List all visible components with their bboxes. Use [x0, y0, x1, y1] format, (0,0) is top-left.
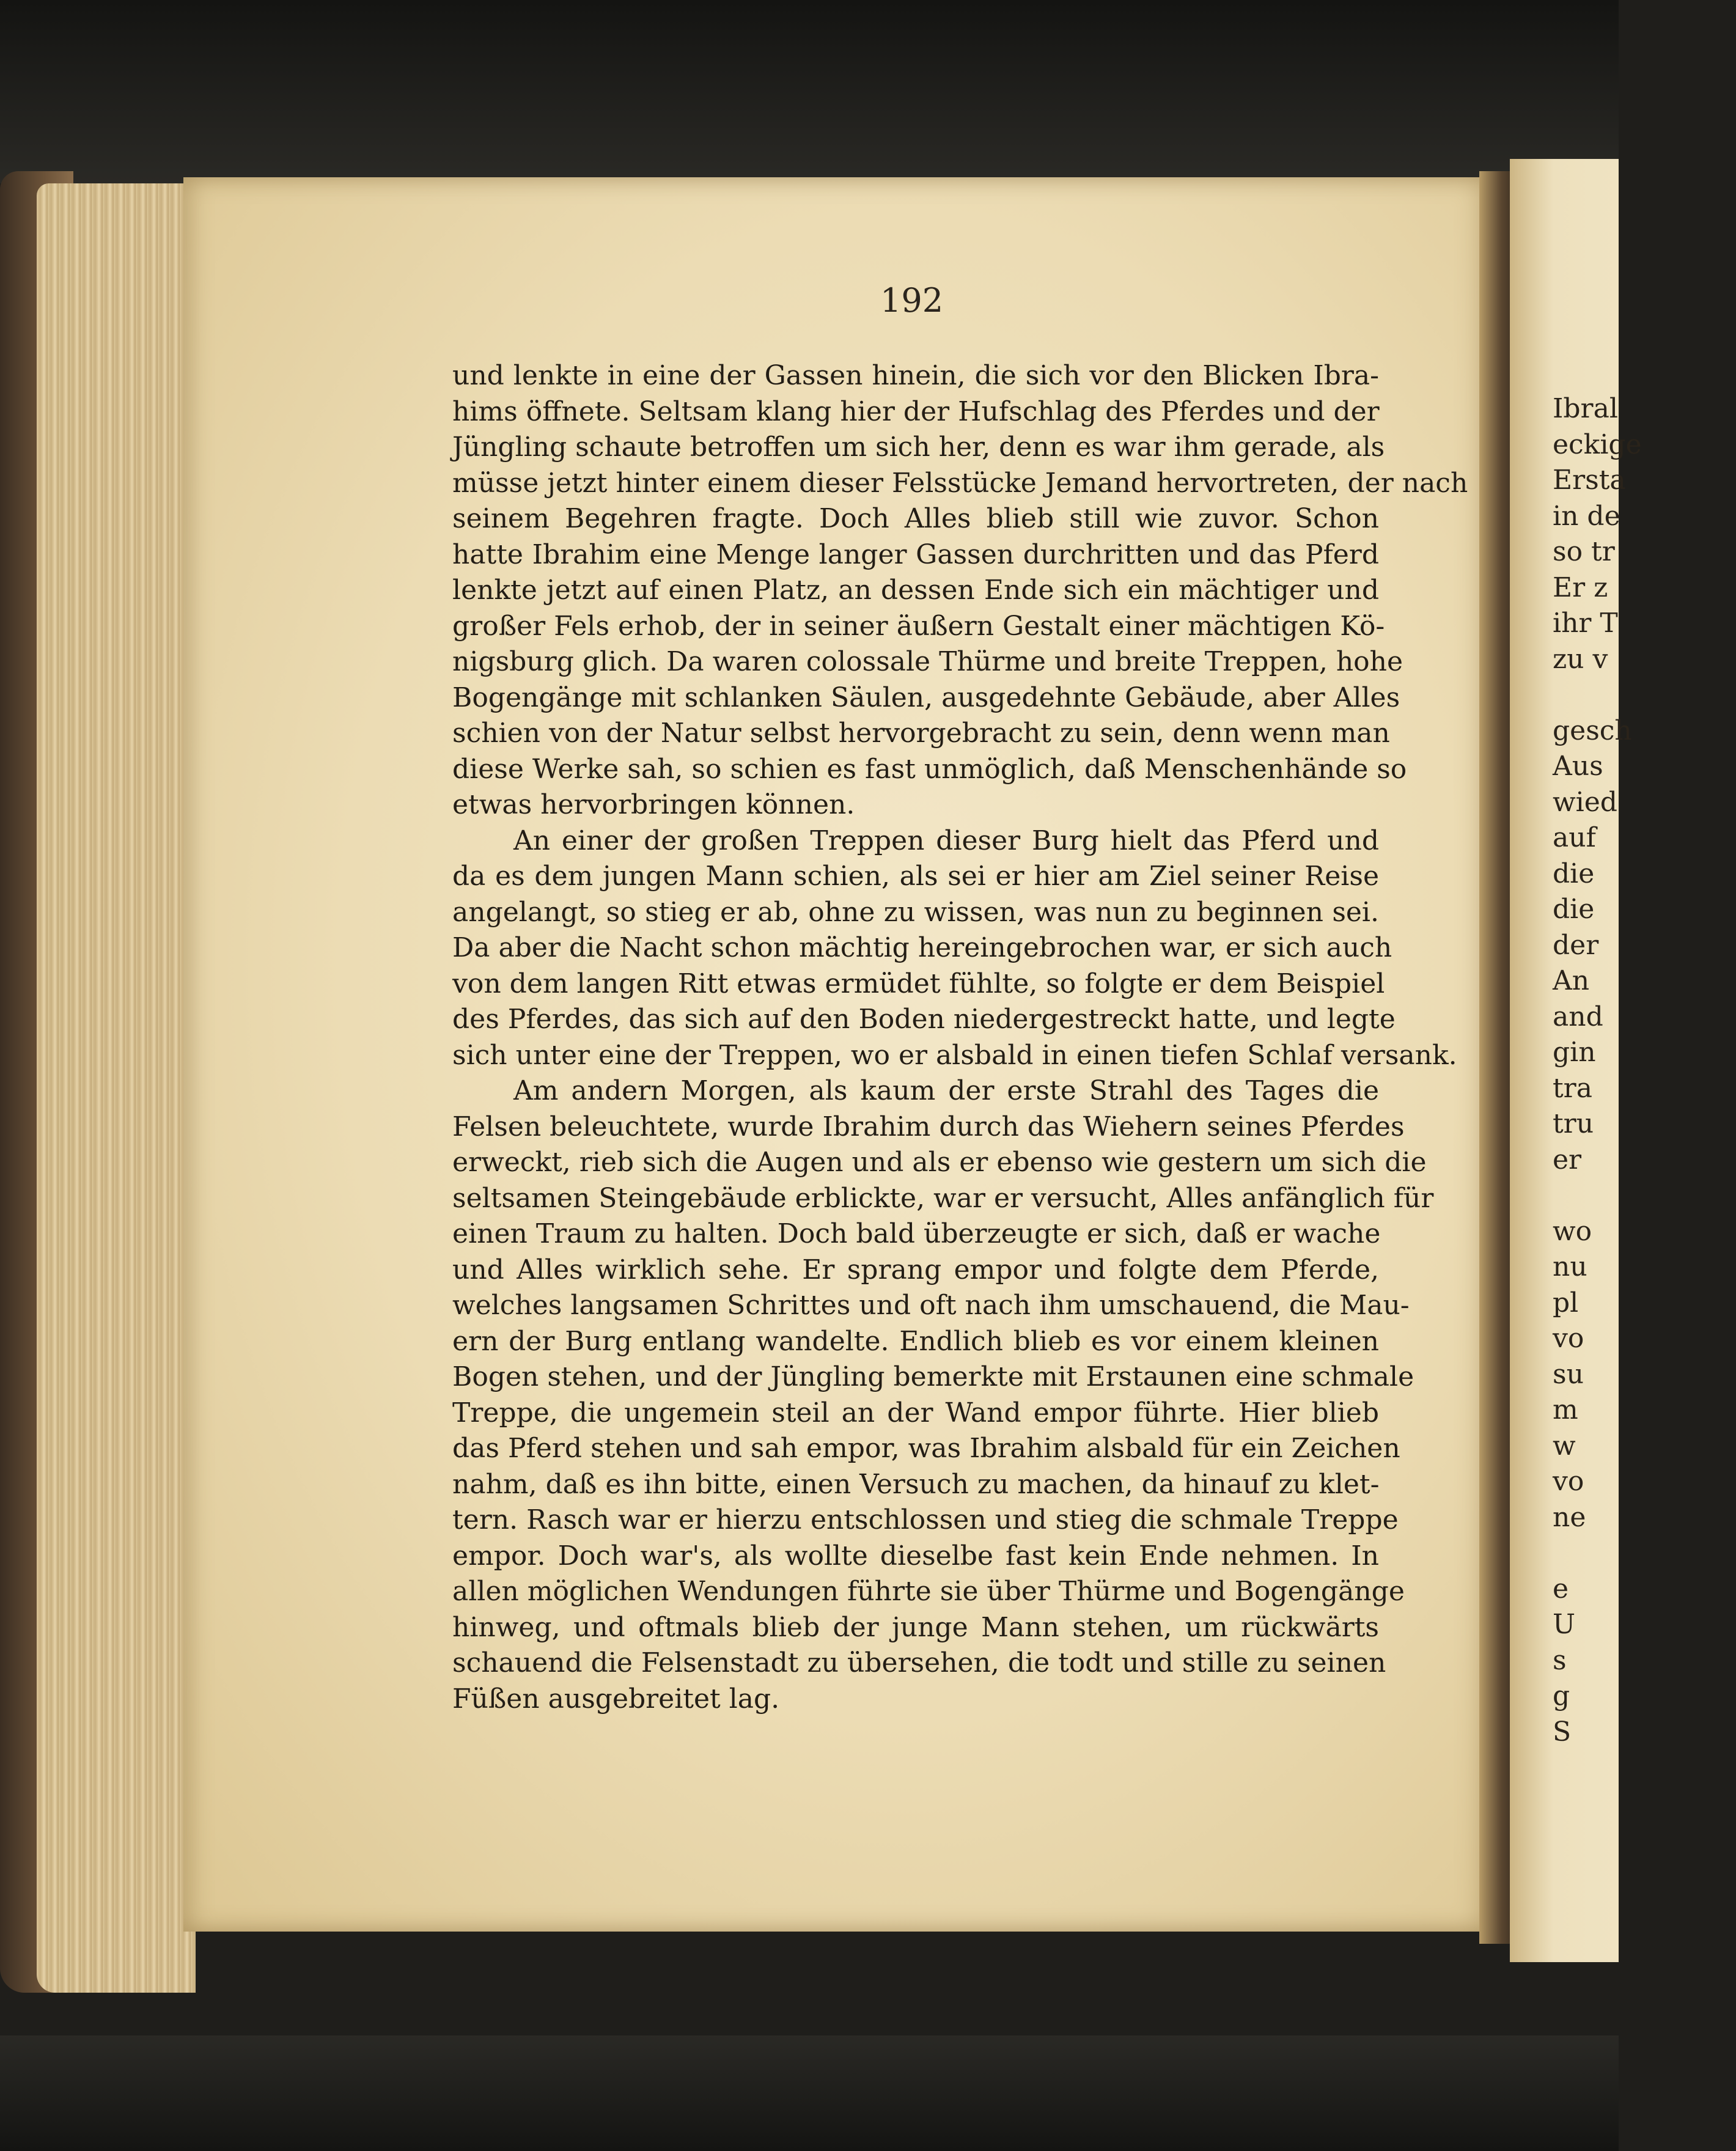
facing-text-line [1553, 677, 1736, 713]
facing-text-line: e [1553, 1573, 1569, 1605]
background-top [0, 0, 1619, 183]
facing-text-line: and [1553, 1001, 1603, 1032]
facing-text-line: die [1553, 858, 1595, 889]
text-line: großer Fels erhob, der in seiner äußern Gestalt einer mächtigen Kö- [452, 610, 1385, 642]
text-line: angelangt, so stieg er ab, ohne zu wissen, was nun zu beginnen sei. [452, 896, 1379, 928]
text-line: von dem langen Ritt etwas ermüdet fühlte, so folgte er dem Beispiel [452, 968, 1385, 999]
text-line: Bogengänge mit schlanken Säulen, ausgedehnte Gebäude, aber Alles [452, 682, 1400, 713]
text-line: hatte Ibrahim eine Menge langer Gassen durchritten und das Pferd [452, 539, 1379, 570]
facing-text-line: ihr T [1553, 608, 1618, 639]
facing-text-line: g [1553, 1680, 1570, 1712]
text-line: schauend die Felsenstadt zu übersehen, die todt und stille zu seinen [452, 1647, 1386, 1679]
text-line: lenkte jetzt auf einen Platz, an dessen Ende sich ein mächtiger und [452, 575, 1379, 606]
facing-text-line: wied [1553, 786, 1617, 818]
text-line: empor. Doch war's, als wollte dieselbe fast kein Ende nehmen. In [452, 1540, 1379, 1572]
facing-text-line: An [1553, 965, 1590, 996]
facing-text-line: gesch [1553, 715, 1632, 746]
facing-text-line: m [1553, 1394, 1578, 1425]
facing-text-line: nu [1553, 1251, 1587, 1282]
facing-text-line: wo [1553, 1215, 1592, 1247]
facing-text-line: ne [1553, 1501, 1586, 1533]
facing-text-line: Er z [1553, 572, 1608, 603]
facing-text-line: S [1553, 1716, 1572, 1748]
facing-text-line: vo [1553, 1323, 1584, 1354]
paragraph [452, 358, 1468, 823]
text-line: diese Werke sah, so schien es fast unmöglich, daß Menschenhände so [452, 753, 1407, 785]
facing-text-line: Ibral [1553, 393, 1618, 424]
facing-text-line [1553, 1535, 1736, 1572]
facing-text-line: Aus [1553, 751, 1603, 782]
text-line: sich unter eine der Treppen, wo er alsbald in einen tiefen Schlaf versank. [452, 1039, 1457, 1071]
facing-text-line: der [1553, 929, 1599, 961]
facing-text-line: auf [1553, 822, 1596, 853]
text-line: erweckt, rieb sich die Augen und als er ebenso wie gestern um sich die [452, 1147, 1427, 1178]
text-line: seinem Begehren fragte. Doch Alles blieb still wie zuvor. Schon [452, 503, 1379, 534]
text-line: des Pferdes, das sich auf den Boden niedergestreckt hatte, und legte [452, 1004, 1396, 1035]
facing-text-line [1553, 1178, 1736, 1214]
facing-text-line: su [1553, 1358, 1584, 1390]
text-line: müsse jetzt hinter einem dieser Felsstücke Jemand hervortreten, der nach [452, 467, 1468, 499]
facing-text-line: die [1553, 894, 1595, 925]
facing-text-line: tru [1553, 1108, 1594, 1139]
text-line: Felsen beleuchtete, wurde Ibrahim durch das Wiehern seines Pferdes [452, 1111, 1405, 1142]
text-line: Bogen stehen, und der Jüngling bemerkte mit Erstaunen eine schmale [452, 1361, 1414, 1392]
page-edges [37, 183, 196, 1993]
text-line: An einer der großen Treppen dieser Burg hielt das Pferd und [513, 825, 1379, 856]
text-line: allen möglichen Wendungen führte sie über Thürme und Bogengänge [452, 1576, 1405, 1607]
facing-text-line: vo [1553, 1466, 1584, 1497]
background-bottom [0, 2035, 1619, 2151]
facing-text-line: eckige [1553, 428, 1642, 460]
text-line: seltsamen Steingebäude erblickte, war er versucht, Alles anfänglich für [452, 1182, 1434, 1214]
facing-text-line: zu v [1553, 643, 1608, 675]
text-line: etwas hervorbringen können. [452, 789, 855, 820]
paragraph [452, 1073, 1434, 1717]
facing-text-line: tra [1553, 1072, 1592, 1104]
text-line: Da aber die Nacht schon mächtig hereingebrochen war, er sich auch [452, 932, 1392, 963]
facing-text-line: er [1553, 1144, 1582, 1175]
text-line: hims öffnete. Seltsam klang hier der Hufschlag des Pferdes und der [452, 395, 1380, 427]
text-line: Am andern Morgen, als kaum der erste Strahl des Tages die [513, 1075, 1379, 1106]
text-line: nigsburg glich. Da waren colossale Thürme und breite Treppen, hohe [452, 646, 1403, 677]
text-line: da es dem jungen Mann schien, als sei er hier am Ziel seiner Reise [452, 861, 1379, 892]
text-line: schien von der Natur selbst hervorgebracht zu sein, denn wenn man [452, 718, 1390, 749]
facing-text-line: so tr [1553, 536, 1615, 567]
page-body-text [452, 358, 1468, 1717]
text-line: Jüngling schaute betroffen um sich her, denn es war ihm gerade, als [452, 432, 1385, 463]
facing-text-line: w [1553, 1430, 1576, 1462]
facing-text-line: pl [1553, 1287, 1579, 1318]
text-line: und Alles wirklich sehe. Er sprang empor und folgte dem Pferde, [452, 1254, 1379, 1285]
facing-text-line: in de [1553, 500, 1620, 532]
text-line: hinweg, und oftmals blieb der junge Mann stehen, um rückwärts [452, 1611, 1379, 1643]
facing-text-line: gin [1553, 1037, 1596, 1068]
text-line: einen Traum zu halten. Doch bald überzeugte er sich, daß er wache [452, 1218, 1381, 1249]
facing-page [1510, 159, 1642, 1962]
text-line: das Pferd stehen und sah empor, was Ibrahim alsbald für ein Zeichen [452, 1433, 1400, 1464]
text-line: Füßen ausgebreitet lag. [452, 1683, 780, 1715]
text-line: tern. Rasch war er hierzu entschlossen und stieg die schmale Treppe [452, 1504, 1399, 1535]
text-line: ern der Burg entlang wandelte. Endlich blieb es vor einem kleinen [452, 1325, 1379, 1357]
facing-text-line: Ersta [1553, 465, 1626, 496]
text-line: und lenkte in eine der Gassen hinein, die sich vor den Blicken Ibra- [452, 360, 1379, 391]
text-line: nahm, daß es ihn bitte, einen Versuch zu machen, da hinauf zu klet- [452, 1468, 1380, 1500]
facing-text-line: U [1553, 1609, 1576, 1640]
page-number: 192 [880, 281, 944, 320]
facing-text-line: s [1553, 1644, 1567, 1676]
paragraph [452, 823, 1457, 1074]
text-line: Treppe, die ungemein steil an der Wand empor führte. Hier blieb [452, 1397, 1379, 1428]
facing-page-text [1553, 391, 1736, 1750]
text-line: welches langsamen Schrittes und oft nach ihm umschauend, die Mau- [452, 1290, 1410, 1321]
